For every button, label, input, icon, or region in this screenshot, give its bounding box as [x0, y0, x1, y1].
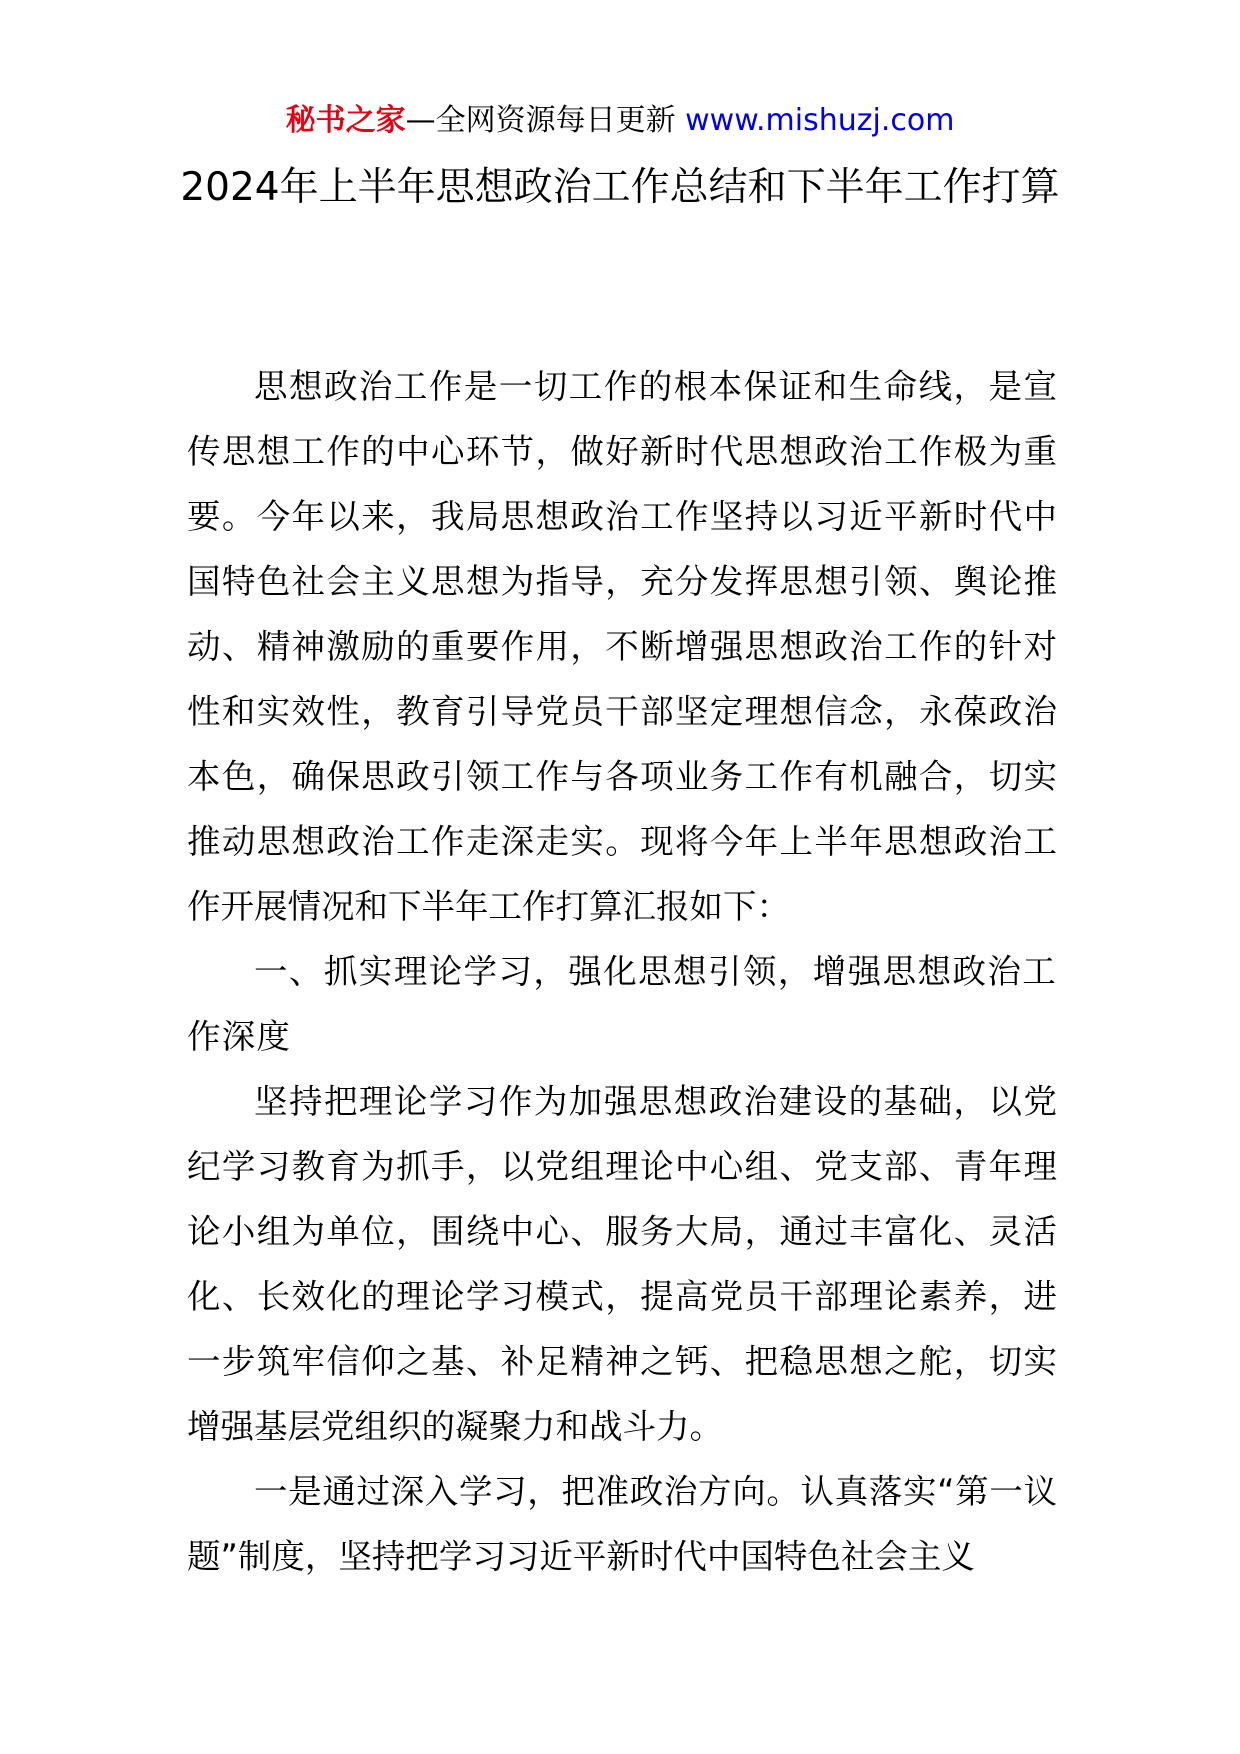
brand-name: 秘书之家 — [285, 103, 406, 138]
body-paragraph: 坚持把理论学习作为加强思想政治建设的基础，以党纪学习教育为抓手，以党组理论中心组、党支部、青年理论小组为单位，围绕中心、服务大局，通过丰富化、灵活化、长效化的理论学习模式，提高党员干部理论素养，进一步筑牢信仰之基、补足精神之钙、把稳思想之舵，切实增强基层党组织的凝聚力和战斗力。 — [187, 1082, 1057, 1446]
intro-paragraph: 思想政治工作是一切工作的根本保证和生命线，是宣传思想工作的中心环节，做好新时代思想政治工作极为重要。今年以来，我局思想政治工作坚持以习近平新时代中国特色社会主义思想为指导，充分发挥思想引领、舆论推动、精神激励的重要作用，不断增强思想政治工作的针对性和实效性，教育引导党员干部坚定理想信念，永葆政治本色，确保思政引领工作与各项业务工作有机融合，切实推动思想政治工作走深走实。现将今年上半年思想政治工作开展情况和下半年工作打算汇报如下： — [187, 367, 1057, 926]
header-tagline: —全网资源每日更新 — [405, 103, 676, 138]
body-paragraph: 一是通过深入学习，把准政治方向。认真落实“第一议题”制度，坚持把学习习近平新时代中国特色社会主义 — [187, 1472, 1057, 1576]
site-header — [0, 100, 1240, 142]
section-heading: 一、抓实理论学习，强化思想引领，增强思想政治工作深度 — [187, 952, 1057, 1056]
document-body — [187, 354, 1057, 1589]
document-title: 2024年上半年思想政治工作总结和下半年工作打算 — [180, 165, 1060, 210]
site-url-link[interactable]: www.mishuzj.com — [685, 103, 955, 138]
